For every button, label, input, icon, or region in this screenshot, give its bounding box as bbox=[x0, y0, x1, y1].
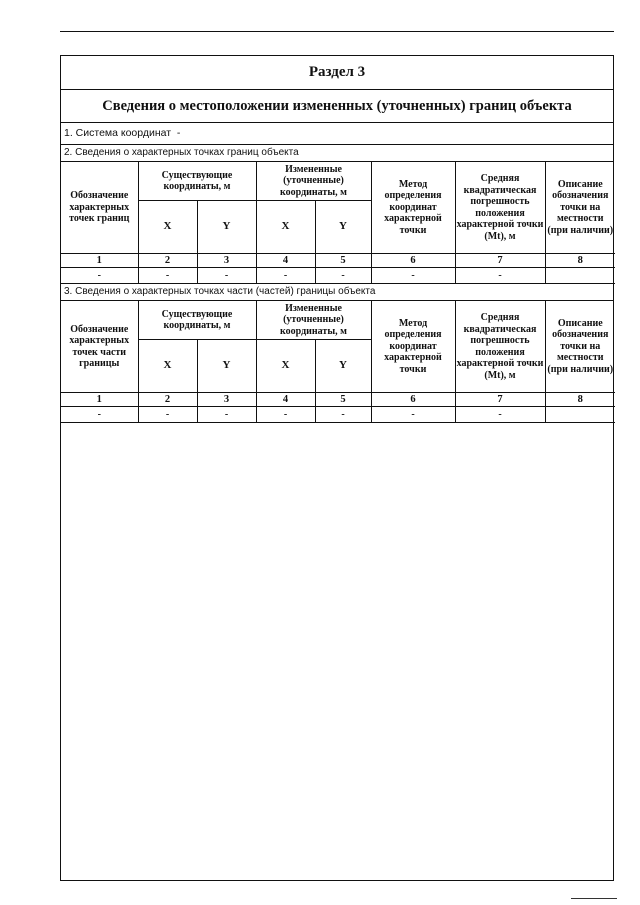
table2-header-description: Описание обозначения точки на местности (при наличии) bbox=[545, 301, 615, 393]
table2-col-number: 2 bbox=[138, 393, 197, 407]
corner-mark bbox=[571, 898, 617, 899]
table1-header-designation: Обозначение характерных точек границ bbox=[61, 162, 138, 254]
table1-header-x-existing: X bbox=[138, 201, 197, 254]
table2-header-x-existing: X bbox=[138, 340, 197, 393]
table1-col-number: 1 bbox=[61, 254, 138, 268]
table1-col-number: 3 bbox=[197, 254, 256, 268]
table1-col-number: 2 bbox=[138, 254, 197, 268]
table1-number-row bbox=[61, 254, 615, 268]
coord-system-label: 1. Система координат bbox=[64, 127, 172, 139]
table1-cell: - bbox=[256, 268, 315, 284]
table2-cell: - bbox=[371, 407, 455, 423]
table2-cell: - bbox=[455, 407, 545, 423]
table2-header-x-changed: X bbox=[256, 340, 315, 393]
table2-header-y-changed: Y bbox=[315, 340, 371, 393]
table-row bbox=[61, 407, 615, 423]
table1-cell: - bbox=[61, 268, 138, 284]
table1-col-number: 8 bbox=[545, 254, 615, 268]
table2-number-row bbox=[61, 393, 615, 407]
table2-caption: 3. Сведения о характерных точках части (частей) границы объекта bbox=[61, 284, 613, 301]
table2-cell: - bbox=[61, 407, 138, 423]
section-title: Раздел 3 bbox=[61, 56, 613, 90]
table2-col-number: 4 bbox=[256, 393, 315, 407]
table1-header-method: Метод определения координат характерной точки bbox=[371, 162, 455, 254]
section-frame bbox=[60, 55, 614, 881]
table2-col-number: 1 bbox=[61, 393, 138, 407]
table1-header-y-existing: Y bbox=[197, 201, 256, 254]
table-row bbox=[61, 268, 615, 284]
table1 bbox=[61, 162, 615, 284]
table2-cell: - bbox=[315, 407, 371, 423]
table1-header-changed: Измененные (уточненные) координаты, м bbox=[256, 162, 371, 201]
table2-header-changed: Измененные (уточненные) координаты, м bbox=[256, 301, 371, 340]
table1-col-number: 6 bbox=[371, 254, 455, 268]
table2-col-number: 6 bbox=[371, 393, 455, 407]
table1-cell: - bbox=[197, 268, 256, 284]
table1-cell: - bbox=[455, 268, 545, 284]
table2-col-number: 3 bbox=[197, 393, 256, 407]
table1-header-description: Описание обозначения точки на местности (при наличии) bbox=[545, 162, 615, 254]
table2-col-number: 8 bbox=[545, 393, 615, 407]
table2-header-method: Метод определения координат характерной точки bbox=[371, 301, 455, 393]
table2-header-error: Средняя квадратическая погрешность положения характерной точки (Мt), м bbox=[455, 301, 545, 393]
table1-cell: - bbox=[315, 268, 371, 284]
table1-col-number: 4 bbox=[256, 254, 315, 268]
table1-caption: 2. Сведения о характерных точках границ объекта bbox=[61, 145, 613, 162]
table1-header-existing: Существующие координаты, м bbox=[138, 162, 256, 201]
table1-header-y-changed: Y bbox=[315, 201, 371, 254]
coord-system-value: - bbox=[176, 127, 181, 139]
table2-header-designation: Обозначение характерных точек части границы bbox=[61, 301, 138, 393]
table1-cell: - bbox=[138, 268, 197, 284]
top-rule bbox=[60, 31, 614, 32]
table1-col-number: 7 bbox=[455, 254, 545, 268]
table1-cell: - bbox=[371, 268, 455, 284]
table2 bbox=[61, 301, 615, 423]
table2-cell bbox=[545, 407, 615, 423]
table2-header-existing: Существующие координаты, м bbox=[138, 301, 256, 340]
table1-header-error: Средняя квадратическая погрешность положения характерной точки (Мt), м bbox=[455, 162, 545, 254]
table2-cell: - bbox=[197, 407, 256, 423]
coord-system-row bbox=[61, 123, 613, 145]
table1-col-number: 5 bbox=[315, 254, 371, 268]
table2-cell: - bbox=[256, 407, 315, 423]
table1-cell bbox=[545, 268, 615, 284]
table2-cell: - bbox=[138, 407, 197, 423]
table2-col-number: 7 bbox=[455, 393, 545, 407]
table1-header-x-changed: X bbox=[256, 201, 315, 254]
section-subtitle: Сведения о местоположении измененных (уточненных) границ объекта bbox=[61, 90, 613, 123]
table2-col-number: 5 bbox=[315, 393, 371, 407]
table2-header-y-existing: Y bbox=[197, 340, 256, 393]
